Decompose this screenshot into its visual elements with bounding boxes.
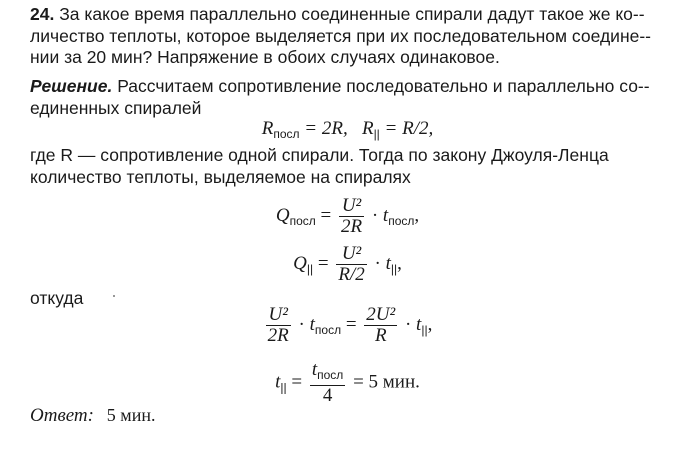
- answer-value: 5 мин.: [106, 405, 156, 425]
- fraction: $\frac{t_{посл}}{4}$: [311, 359, 344, 406]
- heat-parallel-formula: $Q_{||}$ = $\frac{\text{U²}}{R/2}$ · $t_{||}$,: [293, 243, 402, 285]
- where-text: где R — сопротивление одной спирали. Тогда по закону Джоуля-Ленца количество теплоты, выделяемое на спиралях: [30, 145, 609, 187]
- equality-formula: $\frac{\text{U²}}{2R}$ · $t_{посл}$ = $\frac{\text{2U²}}{R}$ · $t_{||}$,: [267, 304, 433, 346]
- otkuda-text: откуда: [30, 288, 84, 308]
- problem-statement: [30, 4, 670, 69]
- answer-line: [30, 405, 155, 427]
- solution-label: Решение.: [30, 76, 113, 96]
- resistance-formula: $R_{посл} = 2R$, $R_{||} = R/2$,: [261, 118, 434, 141]
- fraction: $\frac{\text{U²}}{2R}$: [340, 195, 363, 237]
- problem-number: 24.: [30, 4, 55, 24]
- heat-series-formula: $Q_{посл}$ = $\frac{\text{U²}}{2R}$ · $t_{посл}$,: [275, 195, 420, 237]
- fraction: $\frac{\text{U²}}{R/2}$: [338, 243, 365, 285]
- solution-intro: [30, 76, 670, 119]
- problem-text: За какое время параллельно соединенные спирали дадут такое же ко-личество теплоты, которое выделяется при их последовательном соедине-нии за 20 мин? Напряжение в обоих случаях одинаковое.: [30, 4, 651, 67]
- fraction: $\frac{\text{U²}}{2R}$: [267, 304, 289, 346]
- scan-speck: [113, 295, 115, 297]
- result-formula: $t_{||}$ = $\frac{t_{посл}}{4}$ = 5 мин.: [275, 359, 420, 406]
- answer-label: Ответ:: [30, 405, 94, 426]
- solution-intro-text: Рассчитаем сопротивление последовательно и параллельно со-единенных спиралей: [30, 76, 650, 118]
- fraction: $\frac{\text{2U²}}{R}$: [366, 304, 396, 346]
